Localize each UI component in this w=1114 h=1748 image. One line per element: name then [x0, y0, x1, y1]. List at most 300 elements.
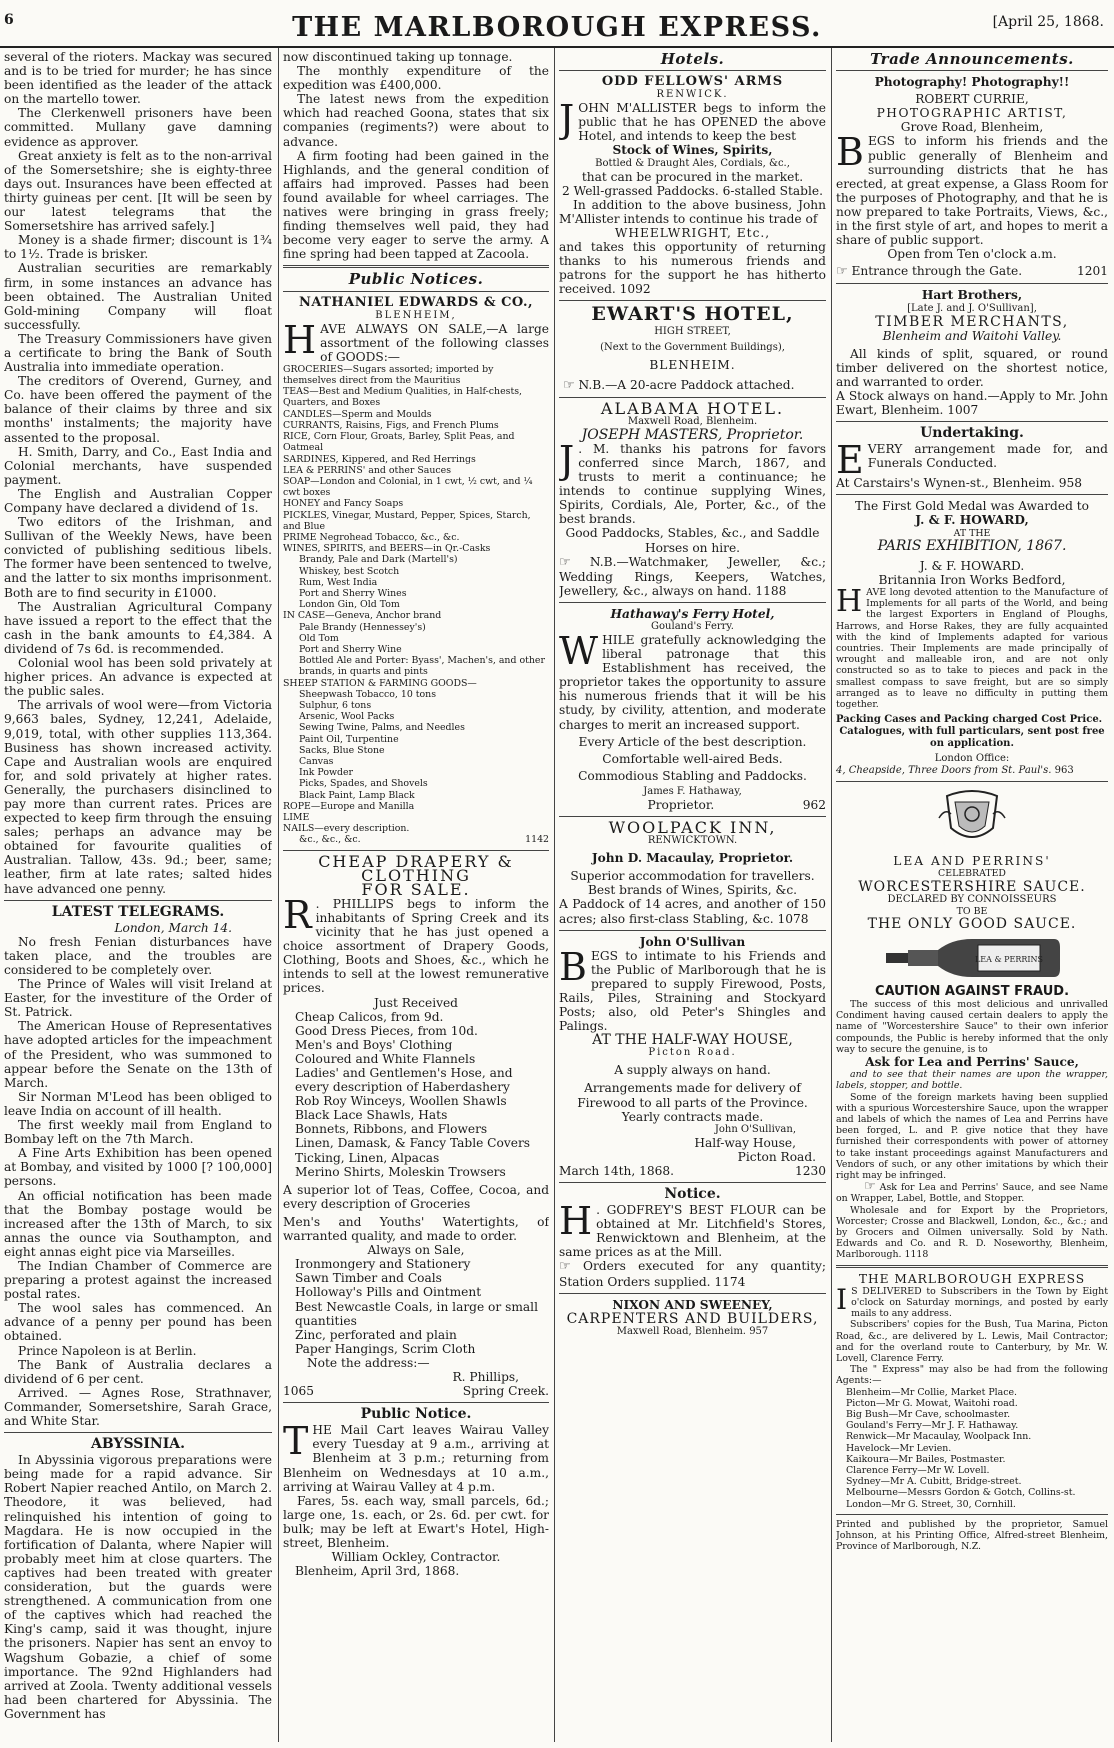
- signature-line: Picton Road.: [737, 1149, 816, 1164]
- sheep-item: Picks, Spades, and Shovels: [299, 778, 428, 790]
- drop-cap: E: [836, 438, 864, 483]
- wine-item: London Gin, Old Tom: [299, 599, 400, 611]
- column-public-notices: [283, 50, 549, 1742]
- road-line: Picton Road.: [648, 1047, 737, 1059]
- drapery-advert: [283, 851, 549, 1399]
- news-paragraph: The Clerkenwell prisoners have been committed. Mullany gave damning evidence as approver.: [4, 106, 272, 149]
- woolpack-advert: [559, 818, 826, 926]
- column-trade: [836, 50, 1108, 1742]
- only-line: THE ONLY GOOD SAUCE.: [867, 915, 1077, 932]
- advert-number: 1118: [904, 1249, 929, 1261]
- returning-line: and takes this opportunity of returning thanks to his numerous friends and patrons for the support he has hitherto received.: [559, 240, 826, 297]
- feature-line: Every Article of the best description.: [578, 734, 807, 749]
- column-news: [4, 50, 272, 1742]
- howard-advert: [836, 499, 1108, 777]
- section-rule: [559, 1182, 826, 1183]
- advert-number: 963: [1054, 765, 1074, 777]
- express-body-3: The " Express" may also be had from the following Agents:—: [836, 1364, 1108, 1387]
- news-paragraph: Australian securities are remarkably firm, in some instances an advance has been obtained. The Australian United Gold-mining Company will float successfully.: [4, 261, 272, 332]
- section-rule: [4, 1432, 272, 1433]
- addition-line: In addition to the above business, John M'Allister intends to continue his trade of: [559, 197, 826, 226]
- pointing-hand-icon: ☞: [864, 1179, 876, 1195]
- sheep-item: Arsenic, Wool Packs: [299, 711, 395, 723]
- drapery-item: Cheap Calicos, from 9d.: [295, 1009, 444, 1024]
- section-rule: [559, 602, 826, 603]
- sale-item: Sawn Timber and Coals: [295, 1271, 442, 1286]
- abyssinia-paragraph: In Abyssinia vigorous preparations were being made for a rapid advance. Sir Robert Napier reached Antilo, on March 2. Theodore, it was believed, had relinquished his intention of going to Magdara. He is now occupied in the fortification of Dalanta, where Napier will probably meet him at close quarters. The captives had been treated with greater consideration, but the guards were strengthened. A communication from one of the captives which had reached the King's camp, said it was thought, injure the prisoners. Napier has sent an envoy to Wagshum Gobazie, a chief of some importance. The 92nd Highlanders had arrived at Zoola. Twenty additional vessels had been chartered for Abyssinia. The Government has: [4, 1453, 272, 1721]
- goods-item: LIME: [283, 812, 310, 823]
- ask-line-2: Ask for Lea and Perrins' Sauce, and see Name on Wrapper, Label, Bottle, and Stopper.: [836, 1182, 1108, 1205]
- works-line: Britannia Iron Works Bedford,: [878, 572, 1066, 587]
- office-address: 4, Cheapside, Three Doors from St. Paul's.: [836, 765, 1052, 777]
- section-rule: [836, 1514, 1108, 1515]
- column-divider: [278, 48, 279, 1742]
- paddocks-line: 2 Well-grassed Paddocks. 6-stalled Stable.: [562, 183, 823, 198]
- express-heading: THE MARLBOROUGH EXPRESS: [858, 1271, 1086, 1286]
- trade-heading: Trade Announcements.: [870, 50, 1074, 68]
- hotel-road: Maxwell Road, Blenheim.: [627, 415, 758, 427]
- stock-line: Stock of Wines, Spirits,: [612, 143, 773, 158]
- exhibition-line: PARIS EXHIBITION, 1867.: [877, 537, 1067, 554]
- sauce-bottle-icon: [882, 935, 1062, 981]
- drop-cap: I: [836, 1282, 848, 1316]
- medal-line: The First Gold Medal was Awarded to: [855, 499, 1089, 514]
- ask-line: Ask for Lea and Perrins' Sauce,: [865, 1055, 1079, 1070]
- feature-line: Commodious Stabling and Paddocks.: [578, 768, 807, 783]
- goods-item: HONEY and Fancy Soaps: [283, 498, 404, 510]
- advert-number: 1007: [947, 403, 979, 418]
- sheep-item: Sheepwash Tobacco, 10 tons: [299, 688, 437, 700]
- role: Proprietor.: [647, 797, 715, 812]
- feature-line: Comfortable well-aired Beds.: [602, 751, 783, 766]
- royal-crest-icon: [937, 788, 1007, 848]
- stock-line: A Stock always on hand.—Apply to Mr. John Ewart, Blenheim.: [836, 388, 1108, 418]
- masthead: [0, 6, 1114, 46]
- goods-item: TEAS—Best and Medium Qualities, in Half-chests, Quarters, and Boxes: [283, 386, 523, 409]
- pointing-hand-icon: ☞: [836, 264, 848, 280]
- case-item: Port and Sherry Wine: [299, 643, 402, 655]
- section-rule: [283, 850, 549, 851]
- hotel-place: Gouland's Ferry.: [651, 621, 734, 632]
- hotel-name: Hathaway's Ferry Hotel,: [610, 606, 775, 621]
- feature-line: A Paddock of 14 acres, and another of 150 acres; also first-class Stabling, &c.: [559, 897, 826, 926]
- goods-item: PICKLES, Vinegar, Mustard, Pepper, Spices, Starch, and Blue: [283, 509, 531, 532]
- section-rule: [836, 494, 1108, 495]
- goods-item: PRIME Negrohead Tobacco, &c., &c.: [283, 531, 460, 543]
- drop-cap: W: [559, 629, 599, 673]
- notice-fares: Fares, 5s. each way, small parcels, 6d.; large one, 1s. each, or 2s. 6d. per cwt. for bulk; may be left at Ewart's Hotel, High-street, Blenheim.: [283, 1493, 549, 1551]
- agent-item: Melbourne—Messrs Gordon & Gotch, Collins-st.: [846, 1487, 1076, 1499]
- yearly-line: Yearly contracts made.: [621, 1109, 764, 1124]
- signature: William Ockley, Contractor.: [331, 1550, 501, 1565]
- at-line: AT THE HALF-WAY HOUSE,: [592, 1032, 793, 1049]
- signature: R. Phillips,: [452, 1369, 519, 1384]
- drop-cap: J: [559, 97, 575, 142]
- advertiser-place: BLENHEIM,: [375, 309, 457, 321]
- procured-line: that can be procured in the market.: [581, 169, 804, 184]
- feature-line: Best brands of Wines, Spirits, &c.: [587, 883, 798, 898]
- trade-line: TIMBER MERCHANTS,: [875, 313, 1069, 330]
- case-item: Bottled Ale and Porter: Byass', Machen's, and other brands, in quarts and pints: [299, 655, 545, 678]
- advert-number: 1092: [619, 282, 651, 297]
- drapery-item: Good Dress Pieces, from 10d.: [295, 1023, 478, 1038]
- signature-line: Half-way House,: [694, 1135, 796, 1150]
- section-rule: [283, 291, 549, 292]
- tobe-line: TO BE: [956, 905, 988, 917]
- drop-cap: J: [559, 437, 575, 482]
- advertiser-name: Hart Brothers,: [921, 288, 1023, 303]
- godfrey-notice: [559, 1187, 826, 1289]
- pointing-hand-icon: ☞: [559, 554, 571, 570]
- express-notice: [836, 1272, 1108, 1553]
- advert-body: AVE long devoted attention to the Manufacture of Implements for all parts of the World, and being the largest Exporters in England of Ploughs, Harrows, and Horse Rakes, they are fully acquainted with the kind of Implements adapted for various countries. Their Implements are made principally of wrought and malleable iron, and are not only constructed so as to take to pieces and pack in the smallest compass to save freight, but are so simply arranged as to leave no difficulty in putting them together.: [836, 587, 1108, 711]
- hotel-next: (Next to the Government Buildings),: [600, 341, 785, 353]
- telegram-item: The wool sales has commenced. An advance of a penny per pound has been obtained.: [4, 1301, 272, 1344]
- goods-item: GROCERIES—Sugars assorted; imported by themselves direct from the Mauritius: [283, 363, 494, 387]
- advert-body: All kinds of split, squared, or round timber delivered on the shortest notice, and warranted to order.: [836, 346, 1108, 389]
- goods-item: NAILS—every description.: [283, 823, 410, 835]
- arrangements-line: Arrangements made for delivery of Firewood to all parts of the Province.: [577, 1081, 808, 1110]
- news-paragraph: H. Smith, Darry, and Co., East India and Colonial merchants, have suspended payment.: [4, 444, 272, 487]
- photo-line: Photography! Photography!!: [874, 75, 1070, 90]
- advert-intro: AVE ALWAYS ON SALE,—A large assortment of the following classes of GOODS:—: [320, 321, 549, 364]
- wholesale-line: Wholesale and for Export by the Proprietors, Worcester; Crosse and Blackwell, London, &c., &c.; and by Grocers and Oilmen universally. Sold by Nath. Edwards and Co. and R. D. Noseworthy, Blenheim, Marlborough.: [836, 1204, 1108, 1261]
- goods-item: ROPE—Europe and Manilla: [283, 800, 415, 812]
- imprint: Printed and published by the proprietor, Samuel Johnson, at his Printing Office, Alfred-street Blenheim, Province of Marlborough, N.Z.: [836, 1518, 1108, 1553]
- telegram-item: The American House of Representatives have adopted articles for the impeachment of the President, who was summoned to appear before the Senate on the 13th of March.: [4, 1019, 272, 1090]
- drapery-item: Bonnets, Ribbons, and Flowers: [295, 1122, 488, 1137]
- sale-list: [283, 1257, 549, 1370]
- advert-number: 1188: [755, 583, 787, 598]
- section-rule: [283, 1402, 549, 1403]
- notice-heading: Notice.: [664, 1186, 721, 1202]
- hotel-proprietor: JOSEPH MASTERS, Proprietor.: [581, 426, 804, 443]
- abyssinia-heading: ABYSSINIA.: [91, 1436, 185, 1453]
- drapery-item: Coloured and White Flannels: [295, 1051, 476, 1066]
- news-paragraph: several of the rioters. Mackay was secured and is to be tried for murder; he has since been identified as the leader of the attack on the martello tower.: [4, 50, 272, 107]
- advertiser-name: ROBERT CURRIE,: [915, 92, 1029, 107]
- advert-number: 1078: [777, 911, 809, 926]
- lea-perrins-advert: [836, 788, 1108, 1260]
- goods-item: IN CASE—Geneva, Anchor brand: [283, 610, 442, 622]
- at-line: At Carstairs's Wynen-st., Blenheim.: [836, 476, 1055, 491]
- drapery-list: [283, 1010, 549, 1179]
- news-paragraph: Colonial wool has been sold privately at higher prices. An advance is expected at the public sales.: [4, 656, 272, 699]
- advert-number: 1142: [525, 834, 549, 846]
- sheep-item: Paint Oil, Turpentine: [299, 733, 399, 745]
- always-on-sale: Always on Sale,: [367, 1243, 465, 1258]
- section-rule: [559, 300, 826, 301]
- drapery-superior: A superior lot of Teas, Coffee, Cocoa, and every description of Groceries: [283, 1182, 549, 1211]
- trade-line: CARPENTERS AND BUILDERS,: [566, 1310, 819, 1327]
- goods-list: [283, 364, 549, 846]
- page-number: 6: [4, 12, 14, 28]
- sheep-item: Black Paint, Lamp Black: [299, 789, 415, 801]
- note-address: Note the address:—: [307, 1355, 430, 1370]
- telegram-item: Arrived. — Agnes Rose, Strathnaver, Commander, Somersetshire, Sarah Grace, and White Star.: [4, 1385, 272, 1428]
- notice-date: Blenheim, April 3rd, 1868.: [295, 1564, 460, 1579]
- goods-item: WINES, SPIRITS, and BEERS—in Qr.-Casks: [283, 543, 491, 555]
- news-paragraph: Money is a shade firmer; discount is 1¾ to 1½. Trade is brisker.: [4, 233, 272, 262]
- agent-item: Blenheim—Mr Collie, Market Place.: [846, 1386, 1018, 1398]
- wine-item: Brandy, Pale and Dark (Martell's): [299, 554, 458, 566]
- advert-number: 1174: [714, 1274, 746, 1289]
- goods-item: SARDINES, Kippered, and Red Herrings: [283, 453, 476, 465]
- catalogues-line: Catalogues, with full particulars, sent post free on application.: [839, 726, 1105, 750]
- nb-line: N.B.—A 20-acre Paddock attached.: [578, 377, 795, 392]
- advert-number: 1201: [1076, 264, 1108, 279]
- news-paragraph: A firm footing had been gained in the Highlands, and the general condition of affairs had improved. Passes had been found available for wheel carriages. The natives were bringing in grass freely; finding themselves well paid, they had become very eager to serve the army. A fine spring had been tapped at Zacoola.: [283, 148, 549, 262]
- news-paragraph: Great anxiety is felt as to the non-arrival of the Somersetshire; she is eighty-three days out. Insurances have been effected at thirty guineas per cent. [It will be seen by our latest telegrams that the Somersetshire has arrived safely.]: [4, 148, 272, 234]
- telegrams-heading: LATEST TELEGRAMS.: [51, 903, 225, 920]
- celebrated-label: CELEBRATED: [938, 868, 1006, 880]
- express-body-2: Subscribers' copies for the Bush, Tua Marina, Picton Road, &c., are delivered by L. Lewis, Mail Contractor; and for the overland route to Canterbury, by Mr. W. Lovell, Clarence Ferry.: [836, 1319, 1108, 1364]
- wine-item: Rum, West India: [299, 576, 378, 588]
- signature: James F. Hathaway,: [643, 785, 742, 797]
- pointing-hand-icon: ☞: [559, 1259, 571, 1275]
- case-item: Old Tom: [299, 632, 339, 644]
- column-hotels: [559, 50, 826, 1742]
- advertiser-name-2: J. & F. HOWARD.: [919, 558, 1025, 573]
- at-the: AT THE: [953, 527, 991, 539]
- just-received: Just Received: [374, 995, 458, 1010]
- masthead-rule: [0, 46, 1114, 48]
- drop-cap: H: [283, 317, 317, 362]
- caution-body-2: Some of the foreign markets having been supplied with a spurious Worcestershire Sauce, upon the wrapper and labels of which the names of Lea and Perrins have been forged, L. and P. give notice that they have furnished their correspondents with power of attorney to take instant proceedings against Manufacturers and Vendors of such, or any other imitations by which their right may be infringed.: [836, 1091, 1108, 1181]
- sheep-item: Sulphur, 6 tons: [299, 699, 372, 711]
- open-line: Open from Ten o'clock a.m.: [887, 247, 1057, 262]
- drop-cap: H: [836, 584, 863, 620]
- caution-heading: CAUTION AGAINST FRAUD.: [874, 983, 1070, 999]
- section-rule: [559, 930, 826, 931]
- sheep-item: Sacks, Blue Stone: [299, 744, 385, 756]
- place: Spring Creek.: [462, 1384, 549, 1399]
- agent-item: Gouland's Ferry—Mr J. F. Hathaway.: [846, 1420, 1019, 1432]
- news-paragraph: The monthly expenditure of the expedition was £400,000.: [283, 64, 549, 93]
- news-paragraph: The creditors of Overend, Gurney, and Co. have been offered the payment of the balance of their claims by three and six months' instalments; the majority have assented to the proposal.: [4, 374, 272, 445]
- road-line: Maxwell Road, Blenheim.: [616, 1325, 746, 1337]
- news-paragraph: The English and Australian Copper Company have declared a dividend of 1s.: [4, 486, 272, 515]
- hotel-name: WOOLPACK INN,: [608, 818, 777, 838]
- drapery-mens: Men's and Youths' Watertights, of warranted quality, and made to order.: [283, 1214, 549, 1244]
- advertiser-name: J. & F. HOWARD,: [915, 513, 1029, 528]
- late-line: [Late J. and J. O'Sullivan],: [907, 302, 1037, 314]
- drapery-item: Merino Shirts, Moleskin Trowsers: [295, 1164, 506, 1179]
- section-rule: [559, 1293, 826, 1294]
- section-rule: [836, 421, 1108, 422]
- drapery-heading: CHEAP DRAPERY & CLOTHING: [318, 851, 514, 885]
- see-line: and to see that their names are upon the wrapper, labels, stopper, and bottle.: [836, 1069, 1108, 1092]
- advertiser-place: Grove Road, Blenheim,: [900, 120, 1044, 135]
- goods-item: CANDLES—Sperm and Moulds: [283, 408, 432, 420]
- section-rule: [559, 70, 826, 71]
- agent-item: Havelock—Mr Levien.: [846, 1442, 952, 1454]
- drapery-item: Rob Roy Winceys, Woollen Shawls: [295, 1094, 507, 1109]
- entrance-line: Entrance through the Gate.: [851, 264, 1023, 279]
- hotel-name: ODD FELLOWS' ARMS: [601, 74, 784, 90]
- news-paragraph: Two editors of the Irishman, and Sullivan of the Weekly News, have been convicted of publishing seditious libels. The former have been sentenced to twelve, and the latter to six months imprisonment. Both are to find security in £1000.: [4, 515, 272, 600]
- goods-item: LEA & PERRINS' and other Sauces: [283, 464, 452, 476]
- advertiser-name: John O'Sullivan: [639, 934, 746, 949]
- newspaper-title: THE MARLBOROUGH EXPRESS.: [292, 12, 822, 43]
- telegram-item: The Bank of Australia declares a dividend of 6 per cent.: [4, 1357, 272, 1386]
- section-rule: [836, 70, 1108, 71]
- section-rule: [283, 265, 549, 268]
- drapery-item: Men's and Boys' Clothing: [295, 1037, 453, 1052]
- express-body: S DELIVERED to Subscribers in the Town by Eight o'clock on Saturday mornings, and posted by early mails to any address.: [851, 1285, 1108, 1320]
- packing-line: Packing Cases and Packing charged Cost Price.: [836, 714, 1103, 726]
- paddocks-line: Good Paddocks, Stables, &c., and Saddle Horses on hire.: [565, 526, 820, 555]
- oddfellows-advert: [559, 75, 826, 296]
- telegram-item: The Indian Chamber of Commerce are preparing a protest against the increased postal rates.: [4, 1258, 272, 1302]
- hotel-name: EWART'S HOTEL,: [591, 303, 794, 326]
- bottle-label: LEA & PERRINS: [974, 954, 1044, 964]
- nb-line: N.B.—Watchmaker, Jeweller, &c.; Wedding Rings, Keepers, Watches, Jewellery, &c., always on hand.: [559, 554, 826, 598]
- goods-item: SOAP—London and Colonial, in 1 cwt, ½ cwt, and ¼ cwt boxes: [283, 475, 533, 499]
- telegram-item: An official notification has been made that the Bombay postage would be increased after the 13th of March, to six annas the ounce via Southampton, and eight annas eight pice via Marseilles.: [4, 1188, 272, 1259]
- goods-item: RICE, Corn Flour, Groats, Barley, Split Peas, and Oatmeal: [283, 431, 515, 454]
- drop-cap: T: [283, 1419, 309, 1464]
- hotel-proprietor: John D. Macaulay, Proprietor.: [591, 851, 794, 866]
- trade-line: WHEELWRIGHT, Etc.,: [614, 225, 771, 240]
- hathaway-advert: [559, 607, 826, 812]
- telegram-item: A Fine Arts Exhibition has been opened at Bombay, and visited by 1000 [? 100,000] persons.: [4, 1146, 272, 1189]
- hotel-street: HIGH STREET,: [654, 325, 731, 337]
- advertiser-name: LEA AND PERRINS': [893, 854, 1051, 869]
- agent-item: Kaikoura—Mr Bailes, Postmaster.: [846, 1453, 1006, 1465]
- drop-cap: R: [283, 892, 312, 937]
- drapery-item: Linen, Damask, & Fancy Table Covers: [295, 1136, 531, 1151]
- agent-item: Renwick—Mr Macaulay, Woolpack Inn.: [846, 1431, 1032, 1443]
- declared-line: DECLARED BY CONNOISSEURS: [887, 893, 1057, 905]
- advert-body: OHN M'ALLISTER begs to inform the public that he has OPENED the above Hotel, and intends to keep the best: [578, 101, 826, 144]
- goods-item: CURRANTS, Raisins, Figs, and French Plums: [283, 419, 499, 431]
- notice-body: HE Mail Cart leaves Wairau Valley every Tuesday at 9 a.m., arriving at Blenheim at 3 p.m.; returning from Blenheim on Wednesdays at 10 a.m., arriving at Wairau Valley at 4 p.m.: [283, 1423, 549, 1494]
- sauce-name: WORCESTERSHIRE SAUCE.: [858, 878, 1086, 895]
- section-rule: [559, 816, 826, 817]
- feature-line: Superior accommodation for travellers.: [570, 869, 815, 884]
- news-paragraph: The latest news from the expedition which had reached Goona, states that six companies (regiments?) were about to advance.: [283, 92, 549, 149]
- agent-item: Big Bush—Mr Cave, schoolmaster.: [846, 1408, 1011, 1420]
- hotel-place: RENWICK.: [656, 89, 729, 101]
- section-rule: [4, 900, 272, 901]
- advert-number: 957: [749, 1325, 769, 1337]
- news-paragraph: now discontinued taking up tonnage.: [283, 50, 513, 64]
- telegram-item: No fresh Fenian disturbances have taken place, and the troubles are considered to be completely over.: [4, 934, 272, 977]
- news-paragraph: The Treasury Commissioners have given a certificate to bring the Bank of South Australia into immediate operation.: [4, 331, 272, 375]
- advertiser-name: NIXON AND SWEENEY,: [612, 1297, 773, 1312]
- advert-body: . M. thanks his patrons for favors conferred since March, 1867, and trusts to merit a continuance; he intends to continue supplying Wines, Spirits, Cordials, Ale, Porter, &c., of the best brands.: [559, 441, 826, 527]
- news-paragraph: The arrivals of wool were—from Victoria 9,663 bales, Sydney, 12,241, Adelaide, 9,019, total, with other supplies 113,364. Business has shown increased activity. Cape and Australian wools are enquired for, and sold privately at higher rates. Generally, the purchasers disinclined to pay more than current rates. Prices are expected to keep firm through the ensuing sales; perhaps an advance may be obtained for favourite qualities of Australian. Tallow, 43s. 9d.; beer, same; leather, firm at late rates; salted hides have advanced one penny.: [4, 698, 272, 896]
- advert-body: EGS to inform his friends and the public generally of Blenheim and surrounding districts that he has erected, at great expense, a Glass Room for the purposes of Photography, and that he is now prepared to take Portraits, Views, &c., in the first style of art, and hopes to merit a share of public support.: [836, 134, 1108, 248]
- pointing-hand-icon: ☞: [563, 377, 575, 393]
- drapery-item: Black Lace Shawls, Hats: [295, 1108, 448, 1123]
- advertiser-title: PHOTOGRAPHIC ARTIST,: [876, 106, 1068, 121]
- advert-body: VERY arrangement made for, and Funerals Conducted.: [867, 442, 1108, 471]
- agent-item: London—Mr G. Street, 30, Cornhill.: [846, 1498, 1016, 1510]
- drop-cap: H: [559, 1199, 593, 1244]
- section-rule: [836, 1265, 1108, 1268]
- undertaking-heading: Undertaking.: [920, 425, 1024, 442]
- hotels-heading: Hotels.: [660, 50, 725, 68]
- office-label: London Office:: [934, 753, 1010, 765]
- wine-item: Port and Sherry Wines: [299, 587, 407, 599]
- places-line: Blenheim and Waitohi Valley.: [882, 328, 1062, 343]
- signature: John O'Sullivan,: [714, 1123, 796, 1135]
- hotel-name: ALABAMA HOTEL.: [600, 398, 785, 418]
- sale-item: Ironmongery and Stationery: [295, 1257, 471, 1272]
- sheep-item: Canvas: [299, 755, 334, 767]
- hotel-place: BLENHEIM.: [649, 357, 736, 372]
- sheep-item: Sewing Twine, Palms, and Needles: [299, 722, 465, 734]
- hart-advert: [836, 288, 1108, 417]
- telegrams-list: [4, 935, 272, 1428]
- alabama-advert: [559, 398, 826, 598]
- nixon-advert: [559, 1298, 826, 1338]
- ales-line: Bottled & Draught Ales, Cordials, &c.,: [595, 157, 790, 169]
- etc-text: &c., &c., &c.: [299, 834, 361, 846]
- column-divider: [554, 48, 555, 1742]
- supply-line: A supply always on hand.: [614, 1063, 771, 1078]
- telegram-item: Prince Napoleon is at Berlin.: [18, 1343, 197, 1358]
- column-divider: [831, 48, 832, 1742]
- sale-item: Paper Hangings, Scrim Cloth: [295, 1341, 476, 1356]
- wine-item: Whiskey, best Scotch: [299, 565, 400, 577]
- mail-cart-notice: [283, 1407, 549, 1578]
- advert-number: 1065: [283, 1384, 315, 1399]
- section-rule: [836, 283, 1108, 284]
- agent-item: Clarence Ferry—Mr W. Lovell.: [846, 1464, 990, 1476]
- advert-body: HILE gratefully acknowledging the liberal patronage that this Establishment has received, the proprietor takes the opportunity to assure his numerous friends that it will be his study, by civility, attention, and moderate charges to merit an increased support.: [559, 633, 826, 732]
- telegram-item: The Prince of Wales will visit Ireland at Easter, for the investiture of the Order of St. Patrick.: [4, 977, 272, 1020]
- hotel-place: RENWICKTOWN.: [647, 835, 738, 847]
- currie-advert: [836, 75, 1108, 279]
- drapery-item: Ticking, Linen, Alpacas: [295, 1150, 440, 1165]
- sheep-item: Ink Powder: [299, 767, 354, 779]
- issue-date: [April 25, 1868.: [992, 14, 1104, 30]
- goods-item: SHEEP STATION & FARMING GOODS—: [283, 677, 477, 689]
- edwards-advert: [283, 296, 549, 846]
- drapery-item: Ladies' and Gentlemen's Hose, and every description of Haberdashery: [295, 1066, 513, 1095]
- agent-item: Picton—Mr G. Mowat, Waitohi road.: [846, 1397, 1018, 1409]
- notice-body: . GODFREY'S BEST FLOUR can be obtained at Mr. Litchfield's Stores, Renwicktown and Blenheim, at the same prices as at the Mill.: [559, 1203, 826, 1260]
- section-rule: [559, 397, 826, 398]
- drop-cap: B: [559, 944, 587, 989]
- sale-item: Holloway's Pills and Ointment: [295, 1285, 482, 1300]
- drapery-subheading: FOR SALE.: [361, 879, 471, 899]
- agents-list: [836, 1387, 1108, 1510]
- advert-number: 958: [1058, 476, 1083, 491]
- sale-item: Best Newcastle Coals, in large or small quantities: [295, 1299, 538, 1328]
- advertiser-name: NATHANIEL EDWARDS & CO.,: [298, 294, 534, 310]
- news-paragraphs: [4, 50, 272, 896]
- telegram-item: Sir Norman M'Leod has been obliged to leave India on account of ill health.: [4, 1089, 272, 1118]
- case-item: Pale Brandy (Hennessey's): [299, 621, 426, 633]
- telegram-item: The first weekly mail from England to Bombay left on the 7th March.: [4, 1118, 272, 1147]
- advert-body: EGS to intimate to his Friends and the Public of Marlborough that he is prepared to supply Firewood, Posts, Rails, Piles, Straining and Stockyard Posts; also, old Peter's Shingles and Palings.: [559, 948, 826, 1034]
- osullivan-advert: [559, 935, 826, 1178]
- advert-number: 962: [802, 797, 826, 812]
- advert-intro: . PHILLIPS begs to inform the inhabitants of Spring Creek and its vicinity that he has just opened a choice assortment of Drapery Goods, Clothing, Boots and Shoes, &c., which he intends to sell at the lowest remunerative prices.: [283, 896, 549, 996]
- ewart-advert: [559, 303, 826, 393]
- section-rule: [836, 781, 1108, 782]
- agent-item: Sydney—Mr A. Cubitt, Bridge-street.: [846, 1476, 1022, 1488]
- telegrams-dateline: London, March 14.: [114, 920, 232, 935]
- public-notice-heading: Public Notice.: [360, 1406, 472, 1423]
- public-notices-heading: Public Notices.: [348, 270, 484, 289]
- orders-line: Orders executed for any quantity; Station Orders supplied.: [559, 1259, 826, 1289]
- news-paragraph: The Australian Agricultural Company have issued a report to the effect that the cash in the bank amounts to £4,384. A dividend of 7s 6d. is recommended.: [4, 599, 272, 656]
